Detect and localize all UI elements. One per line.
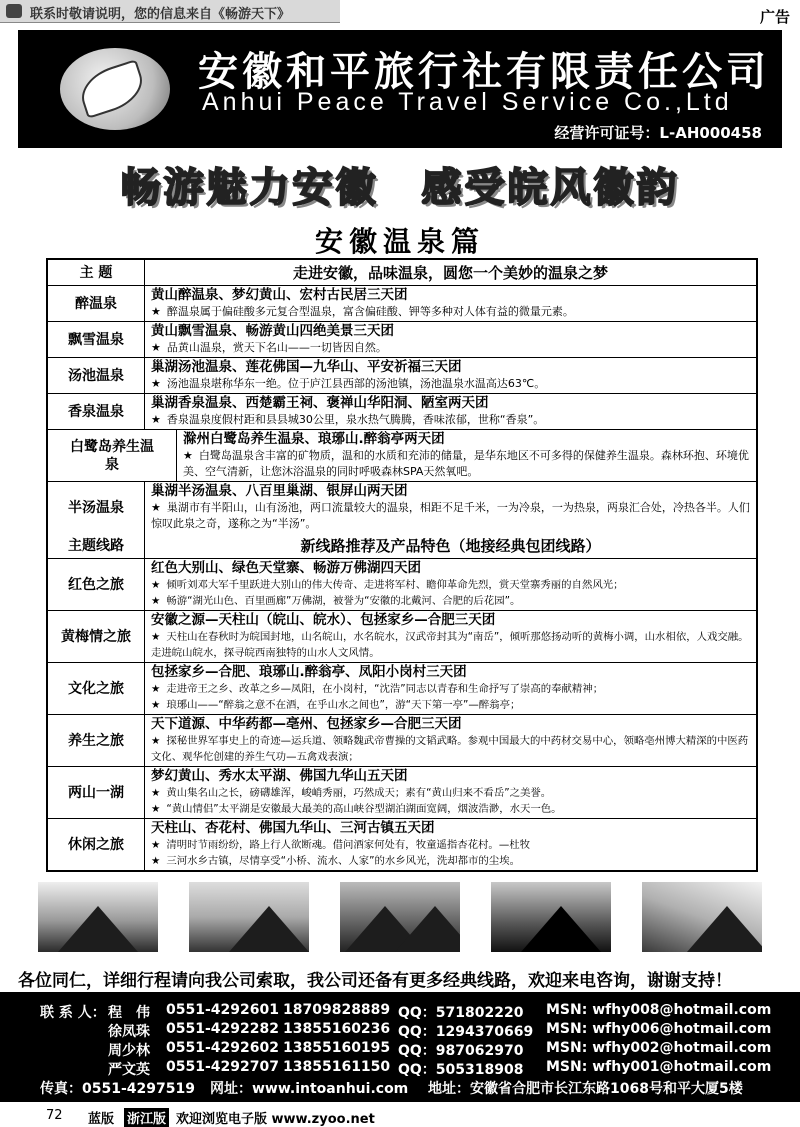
contact-qq: QQ：571802220 — [398, 1005, 524, 1021]
section-label: 蓝版 — [88, 1112, 115, 1127]
star-icon: ★ — [151, 803, 161, 815]
table-row — [48, 715, 756, 767]
photo-rock-pillar — [189, 882, 309, 952]
row-bullet — [151, 340, 750, 356]
contact-phone: 0551-4292282 — [166, 1021, 279, 1037]
contact-mobile: 18709828889 — [283, 1002, 391, 1018]
star-icon: ★ — [151, 787, 161, 799]
photo-ridge — [642, 882, 762, 952]
bullet-text: 香泉温泉度假村距和县县城30公里，泉水热气腾腾，香味浓郁，世称“香泉”。 — [166, 413, 545, 426]
bullet-text: 探秘世界军事史上的奇迹—运兵道、领略魏武帝曹操的文韬武略。参观中国最大的中药材交易中心，领略亳州博大精深的中医药文化、观华佗创建的养生气功—五禽戏表演； — [151, 735, 749, 763]
contact-phone: 0551-4292707 — [166, 1059, 279, 1075]
contact-name: 徐凤珠 — [108, 1024, 150, 1040]
contact-block — [0, 992, 800, 1102]
bullet-text: 白鹭岛温泉含丰富的矿物质，温和的水质和充沛的储量，是华东地区不可多得的保健养生温泉。森林环抱、环境优美、空气清新，让您沐浴温泉的同时呼吸森林SPA天然氧吧。 — [183, 449, 749, 478]
row-name: 两山一湖 — [48, 767, 145, 818]
star-icon: ★ — [151, 341, 161, 354]
row-bullet — [151, 629, 750, 661]
bullet-text: 巢湖市有半阳山，山有汤池，两口流量较大的温泉，相距不足千米，一为冷泉，一为热泉，两泉汇合处，冷热各半。人们惊叹此泉之奇，遂称之为“半汤”。 — [151, 501, 750, 530]
contact-msn: MSN: wfhy006@hotmail.com — [546, 1021, 772, 1037]
star-icon: ★ — [151, 735, 161, 747]
header-text: 走进安徽，品味温泉，圆您一个美妙的温泉之梦 — [292, 264, 608, 282]
contact-mobile: 13855161150 — [283, 1059, 391, 1075]
page-number: 72 — [46, 1108, 63, 1123]
itinerary-table — [46, 258, 758, 872]
bullet-text: 走进帝王之乡、改革之乡—凤阳，在小岗村，“沈浩”同志以青春和生命抒写了崇高的奉献精神； — [166, 683, 604, 695]
bullet-text: 清明时节雨纷纷，路上行人欲断魂。借问酒家何处有，牧童遥指杏花村。—杜牧 — [166, 839, 530, 851]
bullet-text: “黄山情侣”太平湖是安徽最大最美的高山峡谷型湖泊湖面宽阔，烟波浩渺，水天一色。 — [166, 803, 562, 815]
address: 地址：安徽省合肥市长江东路1068号和平大厦5楼 — [428, 1081, 743, 1097]
row-title: 天下道源、中华药都—亳州、包拯家乡—合肥三天团 — [151, 716, 462, 732]
photo-mountain-range — [340, 882, 460, 952]
row-bullet — [151, 697, 750, 713]
row-bullet — [151, 376, 750, 392]
row-name: 飘雪温泉 — [48, 322, 145, 357]
contact-qq: QQ：987062970 — [398, 1043, 524, 1059]
row-title: 安徽之源—天柱山（皖山、皖水）、包拯家乡—合肥三天团 — [151, 612, 496, 628]
row-bullet — [183, 448, 750, 480]
header-label: 主 题 — [48, 260, 145, 285]
company-header — [18, 30, 782, 148]
row-name: 香泉温泉 — [48, 394, 145, 429]
row-title: 包拯家乡—合肥、琅琊山.醉翁亭、凤阳小岗村三天团 — [151, 664, 467, 680]
row-bullet — [151, 801, 750, 817]
table-row — [48, 394, 756, 430]
company-name-cn: 安徽和平旅行社有限责任公司 — [198, 48, 770, 95]
hot-spring-header-row — [48, 260, 756, 286]
row-title: 滁州白鹭岛养生温泉、琅琊山.醉翁亭两天团 — [183, 431, 445, 447]
page-footer — [0, 1104, 800, 1126]
row-name: 汤池温泉 — [48, 358, 145, 393]
photo-mountain-peak — [38, 882, 158, 952]
table-row — [48, 482, 756, 533]
table-row — [48, 430, 756, 482]
star-icon: ★ — [151, 413, 161, 426]
table-row — [48, 322, 756, 358]
row-bullet — [151, 593, 750, 609]
bullet-text: 黄山集名山之长，磅礴雄浑，峻峭秀丽，巧然成天；素有“黄山归来不看岳”之美誉。 — [166, 787, 552, 799]
row-title: 巢湖半汤温泉、八百里巢湖、银屏山两天团 — [151, 483, 408, 499]
row-name: 醉温泉 — [48, 286, 145, 321]
bullet-text: 三河水乡古镇，尽情享受“小桥、流水、人家”的水乡风光，洗却都市的尘埃。 — [166, 855, 520, 867]
row-title: 天柱山、杏花村、佛国九华山、三河古镇五天团 — [151, 820, 435, 836]
photo-pavilion — [491, 882, 611, 952]
contact-name: 严文英 — [108, 1062, 150, 1078]
bullet-text: 汤池温泉堪称华东一绝。位于庐江县西部的汤池镇，汤池温泉水温高达63℃。 — [166, 377, 546, 390]
contact-phone: 0551-4292601 — [166, 1002, 279, 1018]
contact-mobile: 13855160195 — [283, 1040, 391, 1056]
row-title: 梦幻黄山、秀水太平湖、佛国九华山五天团 — [151, 768, 408, 784]
notice-text: 联系时敬请说明，您的信息来自《畅游天下》 — [30, 7, 291, 22]
row-title: 巢湖汤池温泉、莲花佛国—九华山、平安祈福三天团 — [151, 359, 462, 375]
star-icon: ★ — [151, 699, 161, 711]
row-bullet — [151, 733, 750, 765]
table-row — [48, 767, 756, 819]
bullet-text: 醉温泉属于偏硅酸多元复合型温泉，富含偏硅酸、钾等多种对人体有益的微量元素。 — [166, 305, 574, 318]
contact-msn: MSN: wfhy002@hotmail.com — [546, 1040, 772, 1056]
row-title: 红色大别山、绿色天堂寨、畅游万佛湖四天团 — [151, 560, 421, 576]
row-bullet — [151, 412, 750, 428]
star-icon: ★ — [151, 305, 161, 318]
contact-msn: MSN: wfhy001@hotmail.com — [546, 1059, 772, 1075]
star-icon: ★ — [151, 631, 161, 643]
row-bullet — [151, 304, 750, 320]
scenery-photos — [38, 882, 762, 954]
row-bullet — [151, 500, 750, 532]
star-icon: ★ — [151, 579, 161, 591]
row-title: 巢湖香泉温泉、西楚霸王祠、褒禅山华阳洞、陋室两天团 — [151, 395, 489, 411]
notice-icon — [6, 4, 22, 18]
row-name: 休闲之旅 — [48, 819, 145, 870]
row-name: 养生之旅 — [48, 715, 145, 766]
row-title: 黄山醉温泉、梦幻黄山、宏村古民居三天团 — [151, 287, 408, 303]
region-label: 浙江版 — [124, 1108, 169, 1127]
top-bar — [0, 0, 800, 24]
table-row — [48, 559, 756, 611]
row-bullet — [151, 853, 750, 869]
website: 网址：www.intoanhui.com — [210, 1081, 409, 1097]
dove-globe-icon — [60, 48, 170, 130]
row-name: 黄梅情之旅 — [48, 611, 145, 662]
bullet-text: 琅琊山——“醉翁之意不在酒，在乎山水之间也”，游“天下第一亭”—醉翁亭； — [166, 699, 521, 711]
star-icon: ★ — [151, 501, 161, 514]
notice-strip — [0, 0, 340, 23]
row-title: 黄山飘雪温泉、畅游黄山四绝美景三天团 — [151, 323, 394, 339]
table-row — [48, 819, 756, 870]
star-icon: ★ — [151, 595, 161, 607]
bullet-text: 品黄山温泉，赏天下名山——一切皆因自然。 — [166, 341, 387, 354]
company-name-en: Anhui Peace Travel Service Co.,Ltd — [202, 88, 733, 116]
row-bullet — [151, 681, 750, 697]
contact-mobile: 13855160236 — [283, 1021, 391, 1037]
contact-name: 程 伟 — [108, 1005, 150, 1021]
contact-msn: MSN: wfhy008@hotmail.com — [546, 1002, 772, 1018]
contact-qq: QQ：1294370669 — [398, 1024, 534, 1040]
routes-header-row — [48, 533, 756, 559]
contact-phone: 0551-4292602 — [166, 1040, 279, 1056]
row-name: 红色之旅 — [48, 559, 145, 610]
row-bullet — [151, 785, 750, 801]
header-label: 主题线路 — [48, 533, 145, 558]
header-text: 新线路推荐及产品特色（地接经典包团线路） — [300, 537, 601, 555]
star-icon: ★ — [151, 683, 161, 695]
invitation-text: 各位同仁，详细行程请向我公司索取，我公司还备有更多经典线路，欢迎来电咨询，谢谢支持！ — [18, 971, 732, 991]
star-icon: ★ — [151, 855, 161, 867]
row-name: 半汤温泉 — [48, 482, 145, 533]
table-row — [48, 663, 756, 715]
slogan: 畅游魅力安徽 感受皖风徽韵 — [120, 165, 680, 211]
table-row — [48, 611, 756, 663]
star-icon: ★ — [151, 839, 161, 851]
bullet-text: 倾听刘邓大军千里跃进大别山的伟大传奇、走进将军村、瞻仰革命先烈，赏天堂寨秀丽的自然风光； — [166, 579, 624, 591]
license-number: 经营许可证号：L-AH000458 — [554, 124, 762, 142]
fax: 传真：0551-4297519 — [40, 1081, 195, 1097]
star-icon: ★ — [151, 377, 161, 390]
table-row — [48, 358, 756, 394]
contact-label: 联 系 人： — [40, 1005, 106, 1021]
bullet-text: 畅游“湖光山色、百里画廊”万佛湖，被誉为“安徽的北戴河、合肥的后花园”。 — [166, 595, 521, 607]
row-bullet — [151, 577, 750, 593]
ad-tag: 广告 — [754, 4, 796, 29]
contact-name: 周少林 — [108, 1043, 150, 1059]
row-name: 文化之旅 — [48, 663, 145, 714]
contact-qq: QQ：505318908 — [398, 1062, 524, 1078]
table-row — [48, 286, 756, 322]
browse-link: 欢迎浏览电子版 www.zyoo.net — [176, 1112, 375, 1127]
bullet-text: 天柱山在春秋时为皖国封地，山名皖山，水名皖水，汉武帝封其为“南岳”，倾听那悠扬动听的黄梅小调，山水相依，人戏交融。走进皖山皖水，探寻皖西南独特的山水人文风情。 — [151, 631, 749, 659]
row-name: 白鹭岛养生温泉 — [48, 430, 177, 481]
row-bullet — [151, 837, 750, 853]
section-subtitle: 安徽温泉篇 — [314, 225, 485, 258]
star-icon: ★ — [183, 449, 193, 462]
